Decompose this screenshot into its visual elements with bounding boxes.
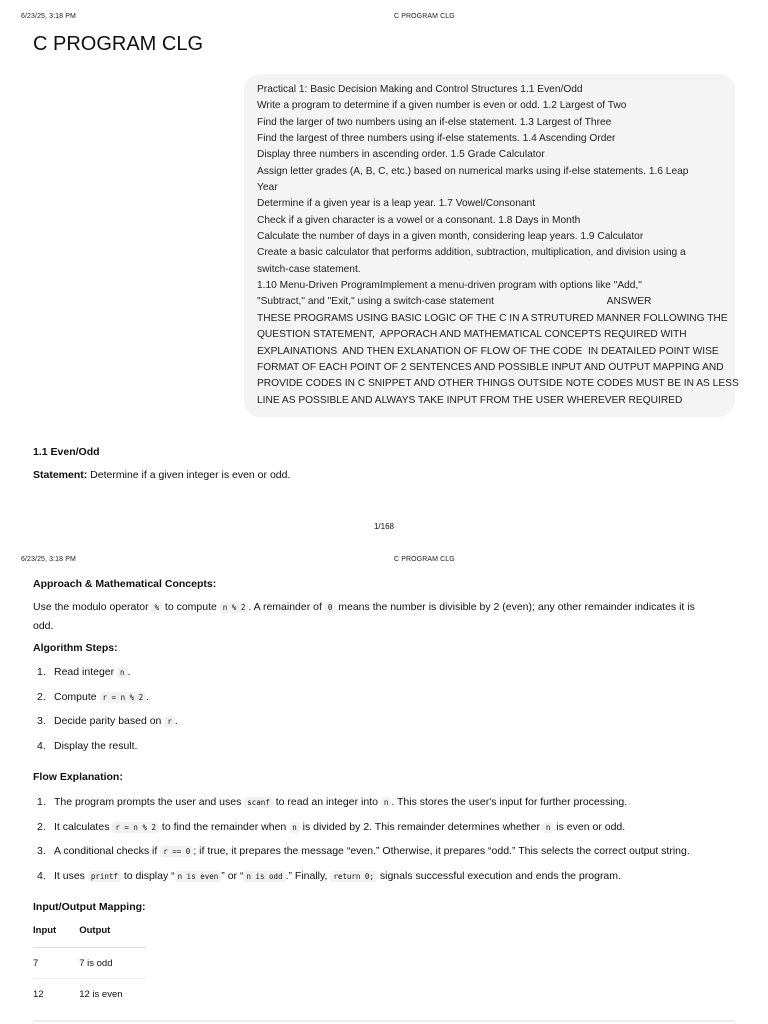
step-number: 4. [37,740,46,753]
inline-code: n [381,797,392,808]
page-title: C PROGRAM CLG [33,33,204,55]
list-item [33,870,690,895]
prompt-line: Write a program to determine if a given number is even or odd. 1.2 Largest of Two [257,100,627,112]
step-text: Compute [54,690,100,703]
step-text: ” or “ [221,870,244,883]
inline-code: n is odd [243,871,285,882]
print-header-title: C PROGRAM CLG [394,13,455,20]
step-number: 1. [37,666,46,678]
statement-label: Statement: [33,469,88,481]
print-date: 6/23/25, 3:18 PM [21,556,76,563]
table-header: Output [79,922,145,948]
statement-text: Determine if a given integer is even or odd. [87,469,291,481]
step-text: to find the remainder when [159,820,290,833]
algorithm-steps-list [33,666,178,765]
list-item [33,715,178,740]
approach-text: Use the modulo operator [33,601,152,613]
step-text: ; if true, it prepares the message “even.” Otherwise, it prepares “odd.” This selects the correct output string. [193,845,690,858]
inline-code: r [164,716,175,727]
prompt-line: Check if a given character is a vowel or a consonant. 1.8 Days in Month [257,214,581,226]
prompt-line: Calculate the number of days in a given month, considering leap years. 1.9 Calculator [257,231,644,243]
table-cell: 7 is odd [79,948,145,979]
approach-text: . A remainder of [248,601,325,613]
table-header-row [33,922,146,948]
list-item [33,845,690,870]
prompt-line: switch-case statement. [257,263,361,275]
step-number: 4. [37,870,46,883]
step-text: .” Finally, [285,870,331,883]
list-item [33,740,178,765]
step-text: It calculates [54,820,113,833]
step-text: The program prompts the user and uses [54,796,245,808]
print-header-title: C PROGRAM CLG [394,556,455,563]
list-item [33,796,690,821]
step-text: A conditional checks if [54,845,161,858]
step-number: 3. [37,845,46,858]
approach-heading: Approach & Mathematical Concepts: [33,578,217,590]
step-text: to read an integer into [272,796,381,808]
prompt-line: EXPLAINATIONS AND THEN EXLANATION OF FLOW OF THE CODE IN DEATAILED POINT WISE [257,345,719,357]
algorithm-heading: Algorithm Steps: [33,642,118,654]
prompt-line: Display three numbers in ascending order. 1.5 Grade Calculator [257,149,545,161]
print-date: 6/23/25, 3:18 PM [21,13,76,20]
inline-code: n % 2 [220,602,249,613]
io-heading: Input/Output Mapping: [33,901,146,913]
step-text: to display “ [120,870,175,883]
prompt-line: QUESTION STATEMENT, APPORACH AND MATHEMATICAL CONCEPTS REQUIRED WITH [257,329,687,341]
inline-code: n [117,667,128,678]
table-cell: 12 is even [79,988,123,1000]
approach-paragraph [33,598,733,636]
step-text: Decide parity based on [54,715,165,728]
flow-heading: Flow Explanation: [33,771,123,783]
step-text: It uses [54,870,88,883]
prompt-line: FORMAT OF EACH POINT OF 2 SENTENCES AND POSSIBLE INPUT AND OUTPUT MAPPING AND [257,361,724,373]
inline-code: r = n % 2 [112,822,159,833]
step-text: Read integer [54,666,118,678]
step-text: signals successful execution and ends the program. [376,870,621,883]
step-text: . [174,715,178,728]
inline-code: 0 [325,602,336,613]
table-row [33,948,146,979]
divider [33,1020,735,1022]
table-header: Input [33,922,79,948]
step-text: . [146,690,150,703]
step-number: 1. [37,796,46,808]
section-heading: 1.1 Even/Odd [33,446,100,458]
flow-steps-list [33,796,690,895]
inline-code: n [543,822,554,833]
io-mapping-table [33,922,146,1009]
table-cell: 7 [33,948,79,979]
prompt-line: Find the larger of two numbers using an if-else statement. 1.3 Largest of Three [257,116,612,128]
prompt-line: Find the largest of three numbers using if-else statements. 1.4 Ascending Order [257,133,616,145]
prompt-line: Create a basic calculator that performs addition, subtraction, multiplication, and division using a [257,247,686,259]
prompt-line: 1.10 Menu-Driven ProgramImplement a menu-driven program with options like "Add," [257,280,642,292]
table-row [33,979,146,1010]
inline-code: return 0; [330,871,377,882]
prompt-line: Determine if a given year is a leap year. 1.7 Vowel/Consonant [257,198,536,210]
step-text: is divided by 2. This remainder determines whether [299,820,543,833]
approach-text: odd. [33,620,54,632]
prompt-line: Assign letter grades (A, B, C, etc.) based on numerical marks using if-else statements. 1.6 Leap [257,165,689,177]
step-number: 2. [37,820,46,833]
step-text: . This stores the user's input for further processing. [391,796,628,808]
approach-text: means the number is divisible by 2 (even); any other remainder indicates it is [335,601,695,613]
inline-code: printf [88,871,121,882]
prompt-line: LINE AS POSSIBLE AND ALWAYS TAKE INPUT FROM THE USER WHEREVER REQUIRED [257,394,683,406]
statement [33,469,290,481]
prompt-line: Year [257,182,278,194]
prompt-line: PROVIDE CODES IN C SNIPPET AND OTHER THINGS OUTSIDE NOTE CODES MUST BE IN AS LESS [257,378,739,390]
prompt-line: THESE PROGRAMS USING BASIC LOGIC OF THE C IN A STRUTURED MANNER FOLLOWING THE [257,312,728,324]
user-prompt-bubble [244,74,739,417]
inline-code: n is even [175,871,222,882]
approach-text: to compute [162,601,220,613]
list-item [33,821,690,846]
step-number: 3. [37,715,46,728]
inline-code: % [151,602,162,613]
inline-code: scanf [244,797,273,808]
prompt-line: Practical 1: Basic Decision Making and Control Structures 1.1 Even/Odd [257,84,583,95]
prompt-line: "Subtract," and "Exit," using a switch-case statement ANSWER [257,296,652,308]
page-number: 1/168 [373,522,395,531]
table-cell: 12 [33,988,44,1000]
list-item [33,691,178,716]
step-text: . [127,666,131,678]
step-text: Display the result. [54,740,138,753]
list-item [33,666,178,691]
inline-code: n [289,822,300,833]
inline-code: r == 0 [160,846,193,857]
step-number: 2. [37,690,46,703]
inline-code: r = n % 2 [100,692,147,703]
step-text: is even or odd. [553,820,626,833]
